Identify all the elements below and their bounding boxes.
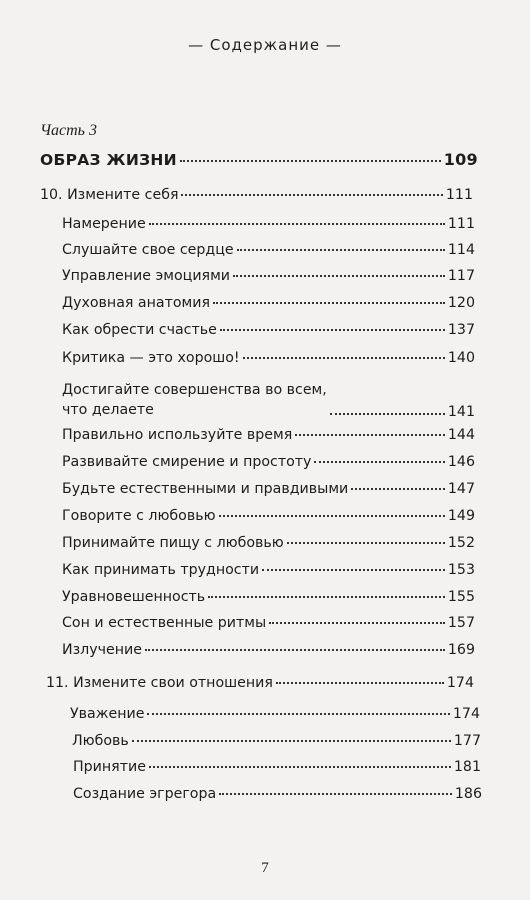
toc-page-number: 120 bbox=[447, 295, 475, 311]
dot-leader bbox=[181, 194, 442, 196]
part-label: Часть 3 bbox=[40, 122, 97, 139]
toc-chapter-title: 11. Измените свои отношения bbox=[46, 675, 273, 691]
toc-item[interactable] bbox=[62, 380, 475, 420]
toc-item[interactable] bbox=[70, 706, 480, 722]
toc-chapter-entry[interactable] bbox=[46, 675, 474, 691]
dot-leader bbox=[330, 413, 445, 415]
toc-page-number: 149 bbox=[447, 508, 475, 524]
toc-item[interactable] bbox=[62, 508, 475, 524]
toc-item-title: Как принимать трудности bbox=[62, 562, 260, 578]
toc-section-entry[interactable] bbox=[40, 150, 478, 169]
dot-leader bbox=[145, 649, 445, 651]
toc-item[interactable] bbox=[62, 589, 475, 605]
toc-page-number: 111 bbox=[445, 187, 473, 203]
toc-item-title: Правильно используйте время bbox=[62, 427, 293, 443]
toc-page-number: 144 bbox=[447, 427, 475, 443]
toc-item[interactable] bbox=[73, 786, 482, 802]
toc-chapter-entry[interactable] bbox=[40, 187, 473, 203]
toc-page-number: 141 bbox=[447, 404, 475, 420]
toc-page-number: 169 bbox=[447, 642, 475, 658]
toc-page-number: 174 bbox=[446, 675, 474, 691]
toc-header: — Содержание — bbox=[188, 36, 342, 54]
dot-leader bbox=[237, 249, 445, 251]
toc-item[interactable] bbox=[62, 295, 475, 311]
toc-chapter-title: 10. Измените себя bbox=[40, 187, 179, 203]
page-number: 7 bbox=[261, 860, 269, 876]
toc-item-title: Намерение bbox=[62, 216, 146, 232]
toc-item[interactable] bbox=[72, 733, 481, 749]
dot-leader bbox=[220, 329, 445, 331]
dot-leader bbox=[351, 488, 445, 490]
toc-item[interactable] bbox=[62, 535, 475, 551]
toc-item[interactable] bbox=[62, 615, 475, 631]
toc-item-title bbox=[62, 380, 327, 420]
dot-leader bbox=[213, 302, 445, 304]
toc-page-number: 114 bbox=[447, 242, 475, 258]
dot-leader bbox=[269, 622, 445, 624]
toc-item-title: Духовная анатомия bbox=[62, 295, 210, 311]
toc-item[interactable] bbox=[62, 322, 475, 338]
toc-item-title: Уважение bbox=[70, 706, 145, 722]
toc-item-title: Уравновешенность bbox=[62, 589, 206, 605]
dot-leader bbox=[262, 569, 445, 571]
toc-section-title: ОБРАЗ ЖИЗНИ bbox=[40, 151, 177, 169]
toc-page-number: 181 bbox=[453, 759, 481, 775]
toc-item-title: Сон и естественные ритмы bbox=[62, 615, 267, 631]
toc-item-title: Принимайте пищу с любовью bbox=[62, 535, 284, 551]
toc-item[interactable] bbox=[73, 759, 481, 775]
toc-page-number: 146 bbox=[447, 454, 475, 470]
toc-item[interactable] bbox=[62, 454, 475, 470]
toc-item[interactable] bbox=[62, 427, 475, 443]
toc-item-title: Будьте естественными и правдивыми bbox=[62, 481, 349, 497]
toc-page-number: 147 bbox=[447, 481, 475, 497]
dot-leader bbox=[219, 515, 445, 517]
dot-leader bbox=[287, 542, 445, 544]
toc-item-title-line1: Достигайте совершенства во всем, bbox=[62, 382, 327, 398]
toc-item-title: Принятие bbox=[73, 759, 146, 775]
toc-page-number: 177 bbox=[453, 733, 481, 749]
toc-page-number: 152 bbox=[447, 535, 475, 551]
toc-page-number: 111 bbox=[447, 216, 475, 232]
dot-leader bbox=[295, 434, 445, 436]
toc-page-number: 174 bbox=[452, 706, 480, 722]
toc-page-number: 109 bbox=[443, 150, 478, 169]
dot-leader bbox=[147, 713, 449, 715]
dot-leader bbox=[149, 223, 445, 225]
toc-item[interactable] bbox=[62, 642, 475, 658]
toc-item[interactable] bbox=[62, 242, 475, 258]
toc-page-number: 186 bbox=[454, 786, 482, 802]
dot-leader bbox=[233, 275, 445, 277]
toc-page-number: 140 bbox=[447, 350, 475, 366]
toc-item-title-line2: что делаете bbox=[62, 402, 154, 418]
toc-item-title: Говорите с любовью bbox=[62, 508, 216, 524]
toc-item-title: Как обрести счастье bbox=[62, 322, 217, 338]
toc-item-title: Слушайте свое сердце bbox=[62, 242, 234, 258]
toc-page-number: 137 bbox=[447, 322, 475, 338]
toc-page-number: 153 bbox=[447, 562, 475, 578]
dot-leader bbox=[149, 766, 451, 768]
dot-leader bbox=[208, 596, 445, 598]
toc-item-title: Критика — это хорошо! bbox=[62, 350, 240, 366]
toc-page-number: 117 bbox=[447, 268, 475, 284]
dot-leader bbox=[180, 160, 441, 162]
dot-leader bbox=[276, 682, 444, 684]
toc-item[interactable] bbox=[62, 216, 475, 232]
toc-page-number: 157 bbox=[447, 615, 475, 631]
toc-item-title: Излучение bbox=[62, 642, 142, 658]
toc-item-title: Развивайте смирение и простоту bbox=[62, 454, 312, 470]
dot-leader bbox=[314, 461, 444, 463]
toc-item[interactable] bbox=[62, 562, 475, 578]
toc-item[interactable] bbox=[62, 481, 475, 497]
toc-item-title: Управление эмоциями bbox=[62, 268, 231, 284]
dot-leader bbox=[243, 357, 445, 359]
toc-item[interactable] bbox=[62, 268, 475, 284]
dot-leader bbox=[132, 740, 451, 742]
toc-item-title: Любовь bbox=[72, 733, 129, 749]
toc-item-title: Создание эгрегора bbox=[73, 786, 217, 802]
toc-page-number: 155 bbox=[447, 589, 475, 605]
toc-item[interactable] bbox=[62, 350, 475, 366]
dot-leader bbox=[219, 793, 452, 795]
